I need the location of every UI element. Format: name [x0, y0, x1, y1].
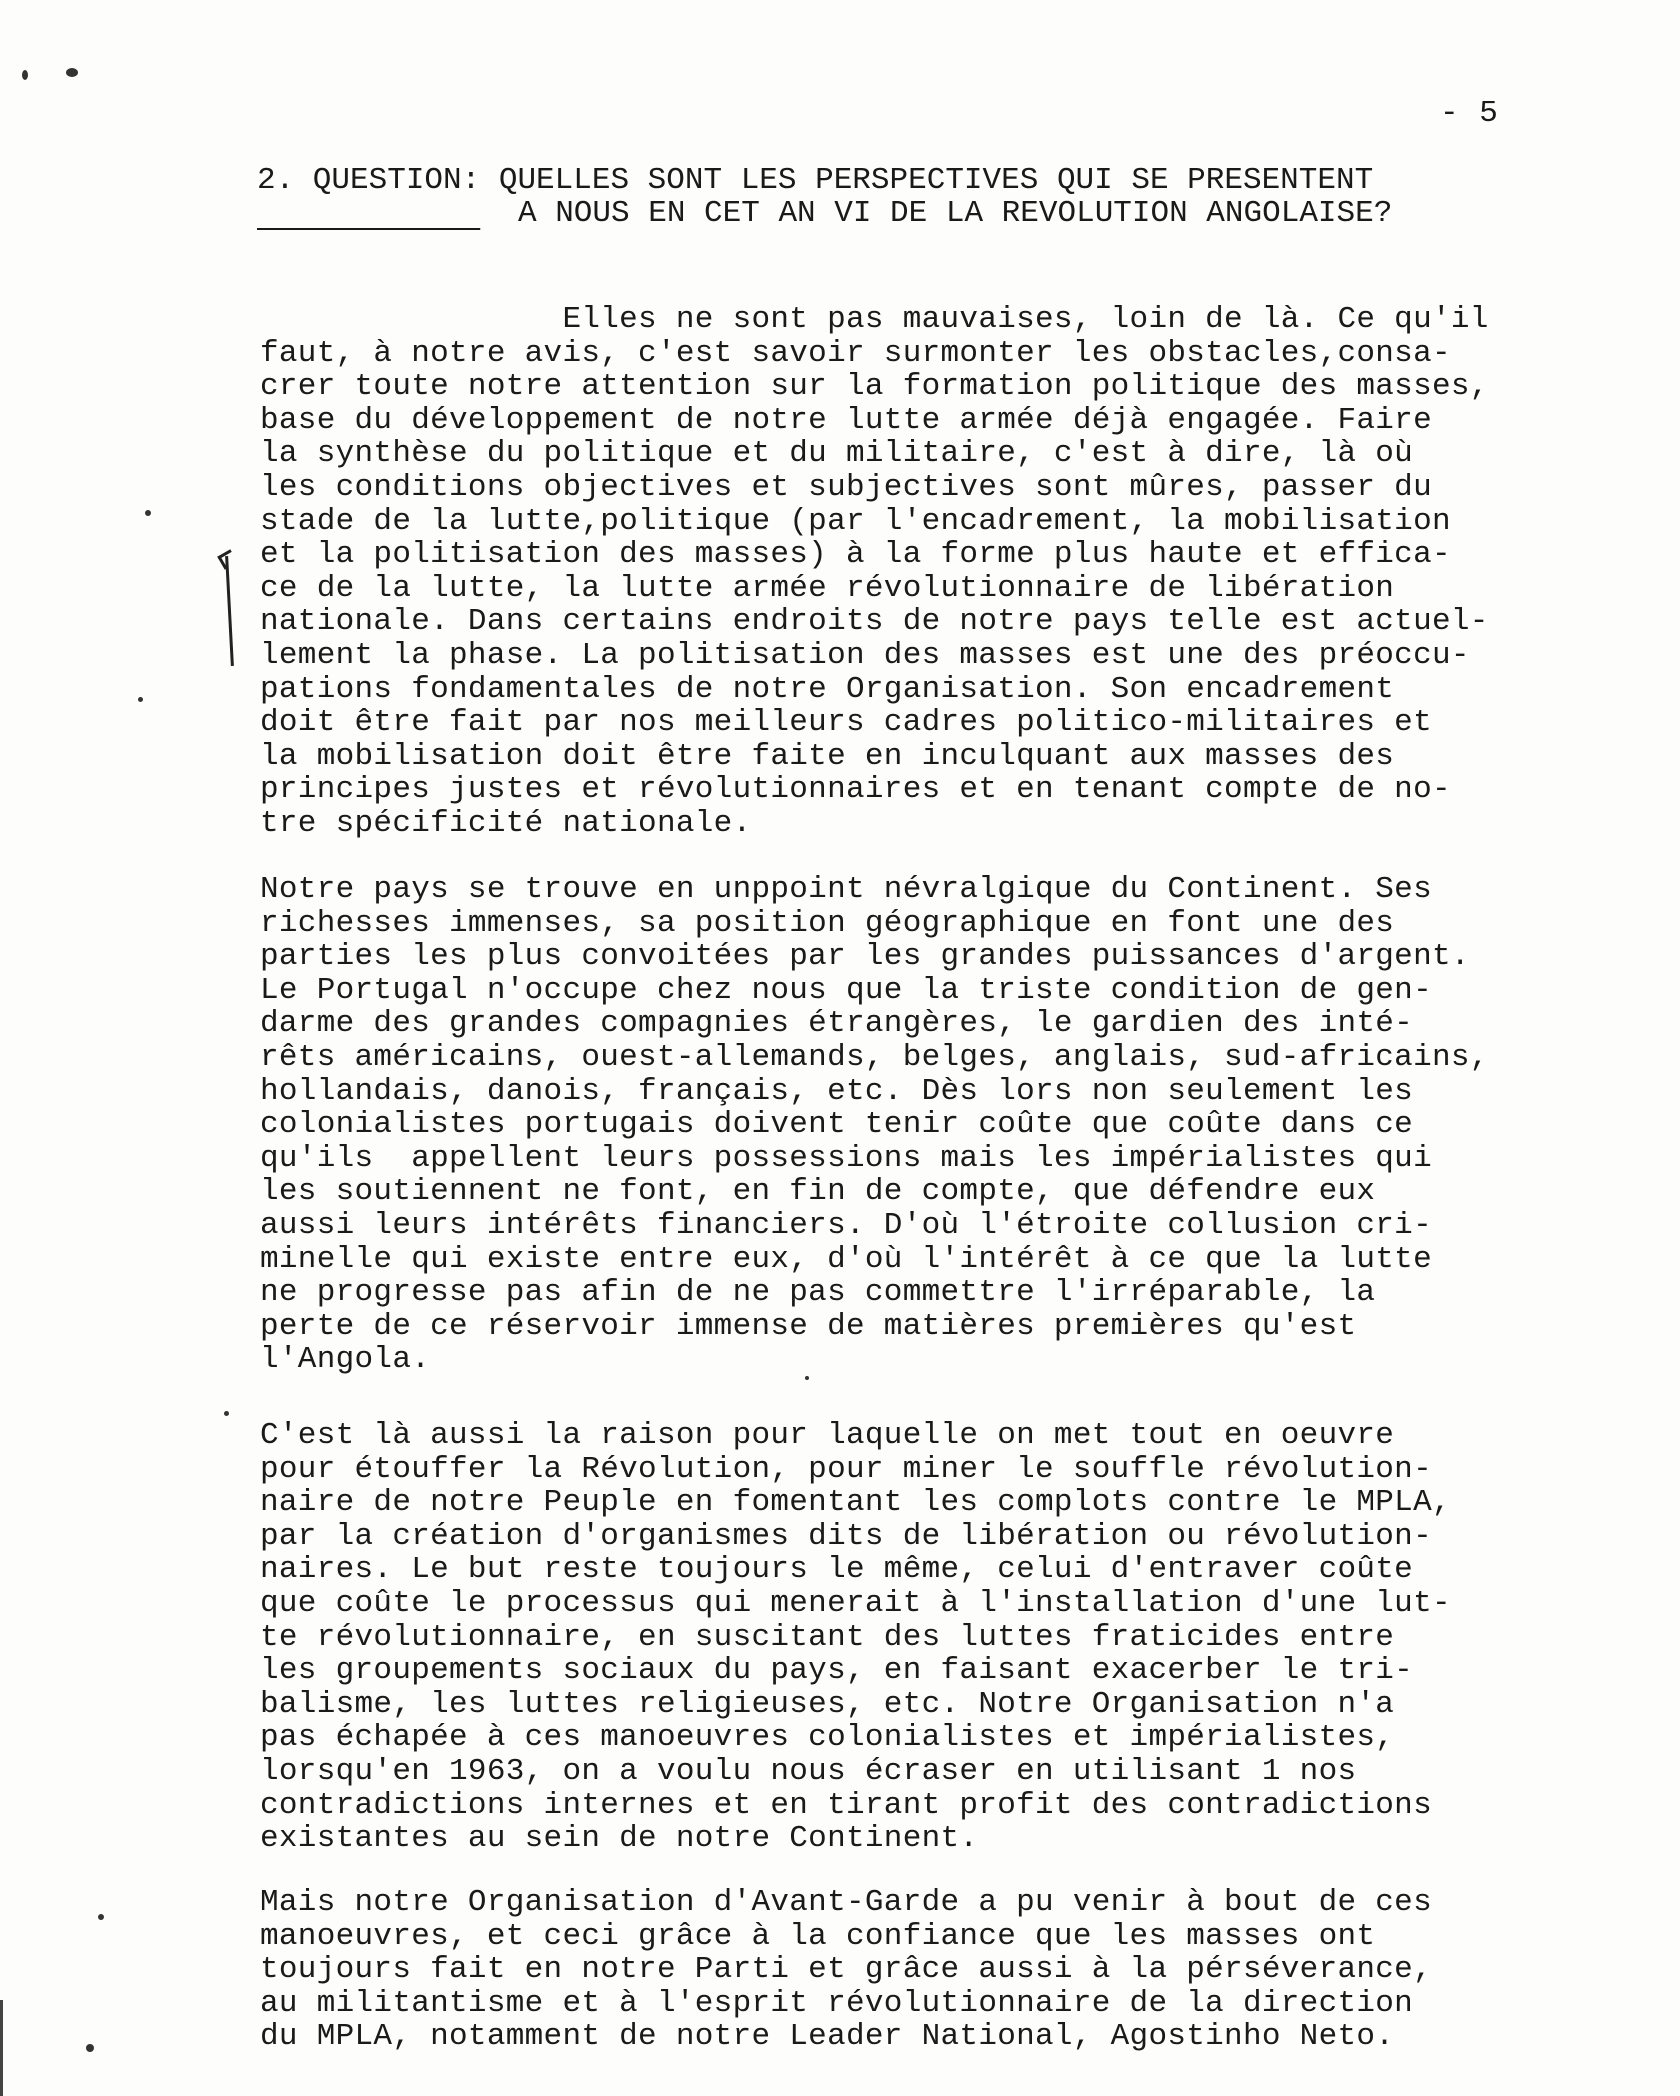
text-line: et la politisation des masses) à la forme plus haute et effica- — [260, 537, 1451, 573]
question-label: 2. QUESTION: — [257, 163, 481, 198]
text-line: parties les plus convoitées par les grandes puissances d'argent. — [260, 939, 1470, 975]
text-line: les conditions objectives et subjectives sont mûres, passer du — [260, 469, 1432, 505]
text-line: doit être fait par nos meilleurs cadres politico-militaires et — [260, 705, 1432, 741]
scan-speck — [805, 1376, 809, 1380]
text-line: contradictions internes et en tirant profit des contradictions — [260, 1787, 1432, 1823]
paragraph-4 — [260, 1886, 1432, 2054]
text-line: faut, à notre avis, c'est savoir surmonter les obstacles,consa- — [260, 335, 1451, 371]
text-line: pas échapée à ces manoeuvres colonialistes et impérialistes, — [260, 1720, 1395, 1756]
text-line: aussi leurs intérêts financiers. D'où l'étroite collusion cri- — [260, 1207, 1432, 1243]
text-line: te révolutionnaire, en suscitant des luttes fraticides entre — [260, 1619, 1395, 1655]
text-line: base du développement de notre lutte armée déjà engagée. Faire — [260, 402, 1432, 438]
text-line: Notre pays se trouve en unppoint névralgique du Continent. Ses — [260, 872, 1432, 907]
text-line: par la création d'organismes dits de libération ou révolution- — [260, 1518, 1432, 1554]
text-line: ce de la lutte, la lutte armée révolutionnaire de libération — [260, 570, 1395, 606]
text-line: Le Portugal n'occupe chez nous que la triste condition de gen- — [260, 972, 1432, 1008]
text-line: la mobilisation doit être faite en inculquant aux masses des — [260, 738, 1395, 774]
scan-edge-line — [0, 2000, 3, 2096]
text-line: toujours fait en notre Parti et grâce aussi à la pérséverance, — [260, 1952, 1432, 1988]
text-line: les soutiennent ne font, en fin de compte, que défendre eux — [260, 1174, 1376, 1210]
text-line: ne progresse pas afin de ne pas commettre l'irréparable, la — [260, 1275, 1376, 1311]
text-line: existantes au sein de notre Continent. — [260, 1821, 979, 1857]
scan-speck — [66, 68, 78, 77]
text-line: au militantisme et à l'esprit révolutionnaire de la direction — [260, 1985, 1414, 2021]
text-line: tre spécificité nationale. — [260, 805, 752, 841]
text-line: C'est là aussi la raison pour laquelle on met tout en oeuvre — [260, 1418, 1395, 1453]
text-line: Mais notre Organisation d'Avant-Garde a pu venir à bout de ces — [260, 1885, 1432, 1920]
text-line: darme des grandes compagnies étrangères, le gardien des inté- — [260, 1006, 1414, 1042]
scan-speck — [224, 1411, 229, 1416]
text-line: hollandais, danois, français, etc. Dès lors non seulement les — [260, 1073, 1414, 1109]
text-line: minelle qui existe entre eux, d'où l'intérêt à ce que la lutte — [260, 1241, 1432, 1277]
text-line: colonialistes portugais doivent tenir coûte que coûte dans ce — [260, 1107, 1414, 1143]
text-line: l'Angola. — [260, 1342, 431, 1378]
text-line: pour étouffer la Révolution, pour miner le souffle révolution- — [260, 1451, 1432, 1487]
text-line: lorsqu'en 1963, on a voulu nous écraser en utilisant 1 nos — [260, 1753, 1357, 1789]
question-line-2: A NOUS EN CET AN VI DE LA REVOLUTION ANGOLAISE? — [518, 196, 1393, 231]
scan-speck — [145, 510, 151, 516]
text-line: lement la phase. La politisation des masses est une des préoccu- — [260, 637, 1470, 673]
section-question-heading — [257, 164, 1392, 230]
text-line: Elles ne sont pas mauvaises, loin de là. Ce qu'il — [260, 302, 1489, 337]
text-line: nationale. Dans certains endroits de notre pays telle est actuel- — [260, 604, 1489, 640]
text-line: richesses immenses, sa position géographique en font une des — [260, 905, 1395, 941]
text-line: pations fondamentales de notre Organisation. Son encadrement — [260, 671, 1395, 707]
text-line: naires. Le but reste toujours le même, celui d'entraver coûte — [260, 1552, 1414, 1588]
text-line: manoeuvres, et ceci grâce à la confiance que les masses ont — [260, 1918, 1376, 1954]
paragraph-2 — [260, 873, 1489, 1377]
scan-speck — [98, 1914, 104, 1920]
paragraph-1 — [260, 303, 1489, 841]
text-line: les groupements sociaux du pays, en faisant exacerber le tri- — [260, 1653, 1414, 1689]
paragraph-3 — [260, 1419, 1451, 1856]
page-number: - 5 — [1440, 96, 1499, 131]
text-line: stade de la lutte,politique (par l'encadrement, la mobilisation — [260, 503, 1451, 539]
text-line: qu'ils appellent leurs possessions mais les impérialistes qui — [260, 1140, 1432, 1176]
text-line: balisme, les luttes religieuses, etc. Notre Organisation n'a — [260, 1686, 1395, 1722]
text-line: que coûte le processus qui menerait à l'installation d'une lut- — [260, 1585, 1451, 1621]
text-line: naire de notre Peuple en fomentant les complots contre le MPLA, — [260, 1485, 1451, 1521]
text-line: principes justes et révolutionnaires et en tenant compte de no- — [260, 772, 1451, 808]
text-line: du MPLA, notamment de notre Leader National, Agostinho Neto. — [260, 2019, 1395, 2055]
text-line: crer toute notre attention sur la formation politique des masses, — [260, 369, 1489, 405]
margin-mark-bar — [225, 556, 234, 666]
question-line-1: QUELLES SONT LES PERSPECTIVES QUI SE PRESENTENT — [480, 163, 1374, 198]
scan-speck — [138, 697, 143, 702]
scan-speck — [22, 70, 28, 80]
scan-speck — [86, 2044, 94, 2052]
text-line: rêts américains, ouest-allemands, belges, anglais, sud-africains, — [260, 1039, 1489, 1075]
text-line: la synthèse du politique et du militaire, c'est à dire, là où — [260, 436, 1414, 472]
text-line: perte de ce réservoir immense de matières premières qu'est — [260, 1308, 1357, 1344]
